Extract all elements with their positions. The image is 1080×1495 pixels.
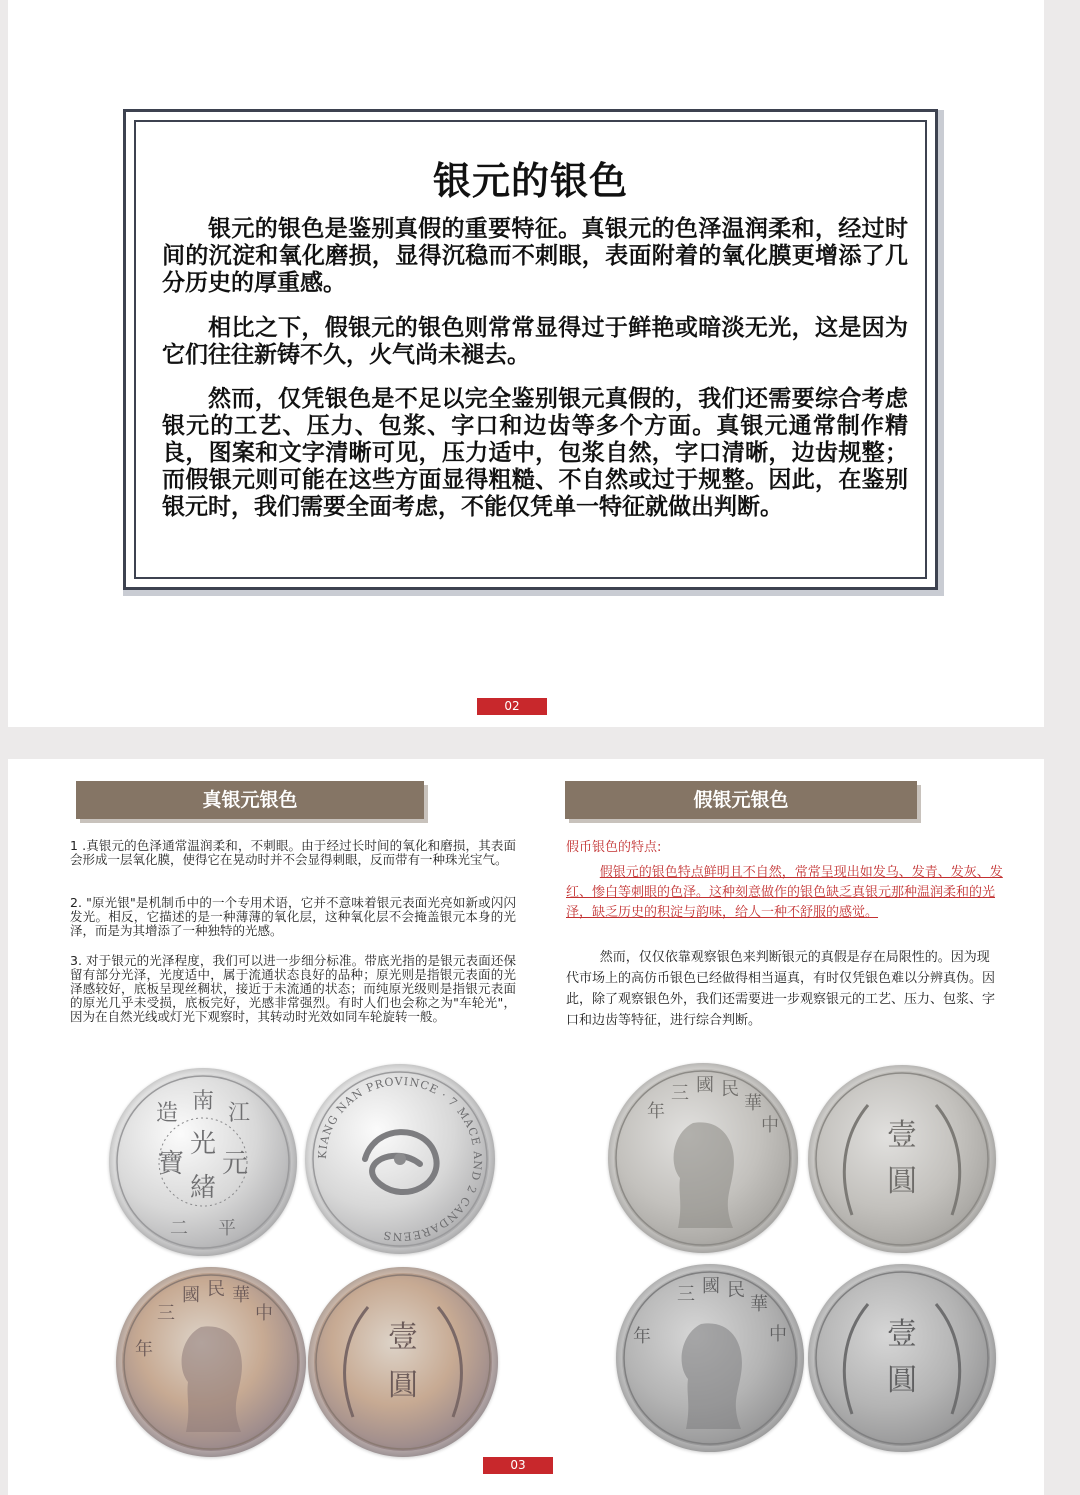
comprehensive-paragraph: 然而，仅凭银色是不足以完全鉴别银元真假的，我们还需要综合考虑银元的工艺、压力、包浆、字口和边齿等多个方面。真银元通常制作精良，图案和文字清晰可见，压力适中，包浆自然，字口清晰，边齿规整；而假银元则可能在这些方面显得粗糙、不自然或过于规整。因此，在鉴别银元时，我们需要全面考虑，不能仅凭单一特征就做出判断。 bbox=[162, 386, 908, 520]
coin-char: 民 bbox=[207, 1279, 225, 1300]
coin-legend: KIANG NAN PROVINCE · 7 MACE AND 2 CANDAREENS bbox=[315, 1074, 485, 1244]
fake-features-label: 假币银色的特点: bbox=[566, 840, 662, 855]
coin-char: 平 bbox=[218, 1218, 236, 1239]
coin-char: 國 bbox=[182, 1285, 200, 1306]
coin-char: 年 bbox=[135, 1339, 153, 1360]
coin-char: 寶 bbox=[157, 1149, 185, 1179]
coin-char: 中 bbox=[255, 1303, 273, 1324]
coin-char: 三 bbox=[157, 1303, 175, 1324]
coin-char: 年 bbox=[633, 1326, 651, 1347]
coin-char: 年 bbox=[647, 1101, 665, 1122]
coin-char: 華 bbox=[744, 1093, 762, 1114]
limitation-paragraph: 然而，仅仅依靠观察银色来判断银元的真假是存在局限性的。因为现代市场上的高仿币银色已经做得相当逼真，有时仅凭银色难以分辨真伪。因此，除了观察银色外，我们还需要进一步观察银元的工艺、压力、包浆、字口和边齿等特征，进行综合判断。 bbox=[566, 950, 996, 1028]
page-number: 02 bbox=[477, 698, 547, 715]
coin-char: 國 bbox=[696, 1075, 714, 1096]
coin-char: 三 bbox=[677, 1284, 695, 1305]
coin-char: 民 bbox=[721, 1079, 739, 1100]
fake-color-header: 假银元银色 bbox=[565, 781, 917, 819]
coin-char: 圓 bbox=[887, 1363, 917, 1398]
genuine-point-1: 1 .真银元的色泽通常温润柔和，不刺眼。由于经过长时间的氧化和磨损，其表面会形成一层氧化膜，使得它在晃动时并不会显得刺眼，反而带有一种珠光宝气。 bbox=[70, 838, 516, 867]
yuan-coin-toned-obverse bbox=[116, 1267, 306, 1457]
fake-color-paragraph: 相比之下，假银元的银色则常常显得过于鲜艳或暗淡无光，这是因为它们往往新铸不久，火气尚未褪去。 bbox=[162, 315, 908, 368]
coin-char: 光 bbox=[189, 1129, 217, 1159]
coin-char: 壹 bbox=[388, 1320, 418, 1355]
fake-features-text: 假银元的银色特点鲜明且不自然，常常呈现出如发乌、发青、发灰、发红、惨白等刺眼的色泽。这种刻意做作的银色缺乏真银元那种温润柔和的光泽，缺乏历史的积淀与韵味，给人一种不舒服的感觉。 bbox=[566, 865, 1003, 920]
fake-yuan-coin-2-obverse bbox=[616, 1264, 804, 1452]
coin-char: 華 bbox=[232, 1285, 250, 1306]
coin-char: 民 bbox=[727, 1280, 745, 1301]
genuine-point-2: 2. "原光银"是机制币中的一个专用术语，它并不意味着银元表面光亮如新或闪闪发光。相反，它描述的是一种薄薄的氧化层，这种氧化层不会掩盖银元本身的光泽，而是为其增添了一种独特的光感。 bbox=[70, 895, 516, 938]
kiangnan-coin-obverse bbox=[109, 1068, 297, 1256]
coin-char: 造 bbox=[155, 1101, 179, 1126]
fake-yuan-coin-2-reverse bbox=[808, 1264, 996, 1452]
coin-char: 南 bbox=[191, 1089, 215, 1114]
slide-title: 银元的银色 bbox=[432, 159, 628, 203]
intro-paragraph: 银元的银色是鉴别真假的重要特征。真银元的色泽温润柔和，经过时间的沉淀和氧化磨损，显得沉稳而不刺眼，表面附着的氧化膜更增添了几分历史的厚重感。 bbox=[162, 216, 908, 296]
genuine-point-3: 3. 对于银元的光泽程度，我们可以进一步细分标准。带底光指的是银元表面还保留有部分光泽，光度适中，属于流通状态良好的品种；原光则是指银元表面的光泽感较好，底板呈现丝稠状，接近于未流通的状态；而纯原光级则是指银元表面的原光几乎未受损，底板完好，光感非常强烈。有时人们也会称之为"车轮光"，因为在自然光线或灯光下观察时，其转动时光效如同车轮旋转一般。 bbox=[70, 953, 516, 1024]
coin-char: 中 bbox=[761, 1115, 779, 1136]
coin-char: 圓 bbox=[887, 1164, 917, 1199]
yuan-coin-toned-reverse bbox=[308, 1267, 498, 1457]
genuine-color-header: 真银元银色 bbox=[76, 781, 424, 819]
coin-char: 緒 bbox=[189, 1173, 217, 1203]
slide-03 bbox=[8, 759, 1044, 1495]
coin-char: 中 bbox=[769, 1324, 787, 1345]
coin-char: 圓 bbox=[388, 1368, 418, 1403]
coin-char: 壹 bbox=[887, 1118, 917, 1153]
coin-char: 江 bbox=[227, 1101, 251, 1126]
coin-char: 三 bbox=[671, 1083, 689, 1104]
coin-char: 壹 bbox=[887, 1317, 917, 1352]
fake-yuan-coin-1-obverse bbox=[608, 1063, 798, 1253]
coin-char: 國 bbox=[702, 1276, 720, 1297]
kiangnan-coin-reverse bbox=[305, 1064, 495, 1254]
coin-char: 二 bbox=[170, 1218, 188, 1239]
coin-char: 元 bbox=[221, 1149, 249, 1179]
coin-char: 華 bbox=[750, 1294, 768, 1315]
page-number: 03 bbox=[483, 1457, 553, 1474]
fake-yuan-coin-1-reverse bbox=[808, 1065, 996, 1253]
